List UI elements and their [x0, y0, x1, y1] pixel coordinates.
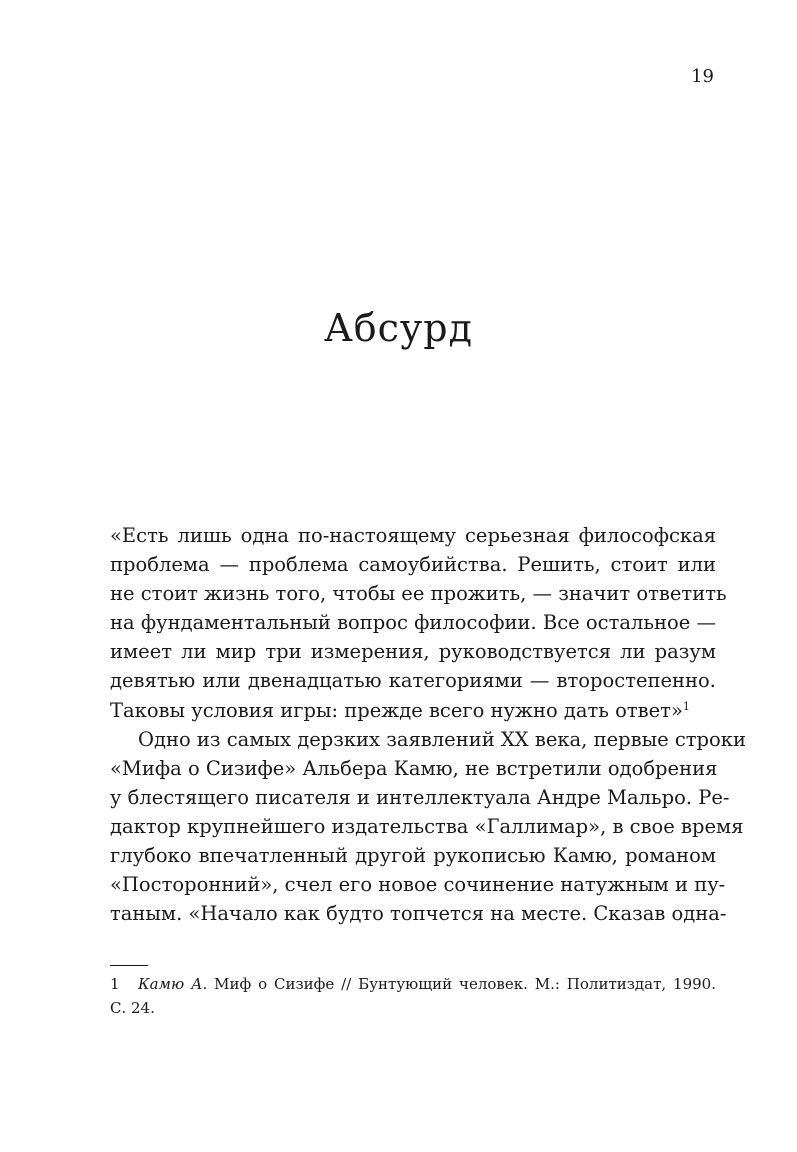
footnote — [110, 972, 716, 1020]
text-line: у блестящего писателя и интеллектуала Андре Мальро. Ре- — [110, 785, 730, 809]
footnote-text: Миф о Сизифе // Бунтующий человек. М.: Политиздат, 1990. — [214, 975, 716, 993]
text-line: не стоит жизнь того, чтобы ее прожить, — значит ответить — [110, 582, 727, 606]
text-line: девятью или двенадцатью категориями — второстепенно. — [110, 669, 716, 693]
text-line: «Посторонний», счел его новое сочинение натужным и пу- — [110, 873, 726, 897]
text-line: на фундаментальный вопрос философии. Все остальное — — [110, 611, 716, 635]
paragraph-first-line: Одно из самых дерзких заявлений XX века, первые строки — [138, 727, 746, 751]
text-line: дактор крупнейшего издательства «Галлимар», в свое время — [110, 814, 744, 838]
text-line: таным. «Начало как будто топчется на месте. Сказав одна- — [110, 902, 727, 926]
text-line: «Есть лишь одна по-настоящему серьезная философская — [110, 524, 716, 547]
footnote-reference: 1 — [682, 699, 690, 713]
text-line: имеет ли мир три измерения, руководствуется ли разум — [110, 640, 716, 664]
text-line: проблема — проблема самоубийства. Решить, стоит или — [110, 553, 716, 577]
text-line: глубоко впечатленный другой рукописью Камю, романом — [110, 844, 716, 868]
footnote-number: 1 — [110, 975, 120, 993]
page-number: 19 — [691, 66, 714, 87]
footnote-divider — [110, 965, 148, 966]
footnote-line — [110, 972, 716, 996]
footnote-line: С. 24. — [110, 999, 155, 1017]
chapter-title: Абсурд — [323, 306, 474, 350]
text-line-with-footnote — [110, 696, 716, 725]
footnote-author: Камю А. — [138, 975, 208, 993]
body-text — [110, 521, 746, 928]
text-line-content: Таковы условия игры: прежде всего нужно дать ответ» — [110, 698, 683, 722]
text-line: «Мифа о Сизифе» Альбера Камю, не встретили одобрения — [110, 756, 718, 780]
